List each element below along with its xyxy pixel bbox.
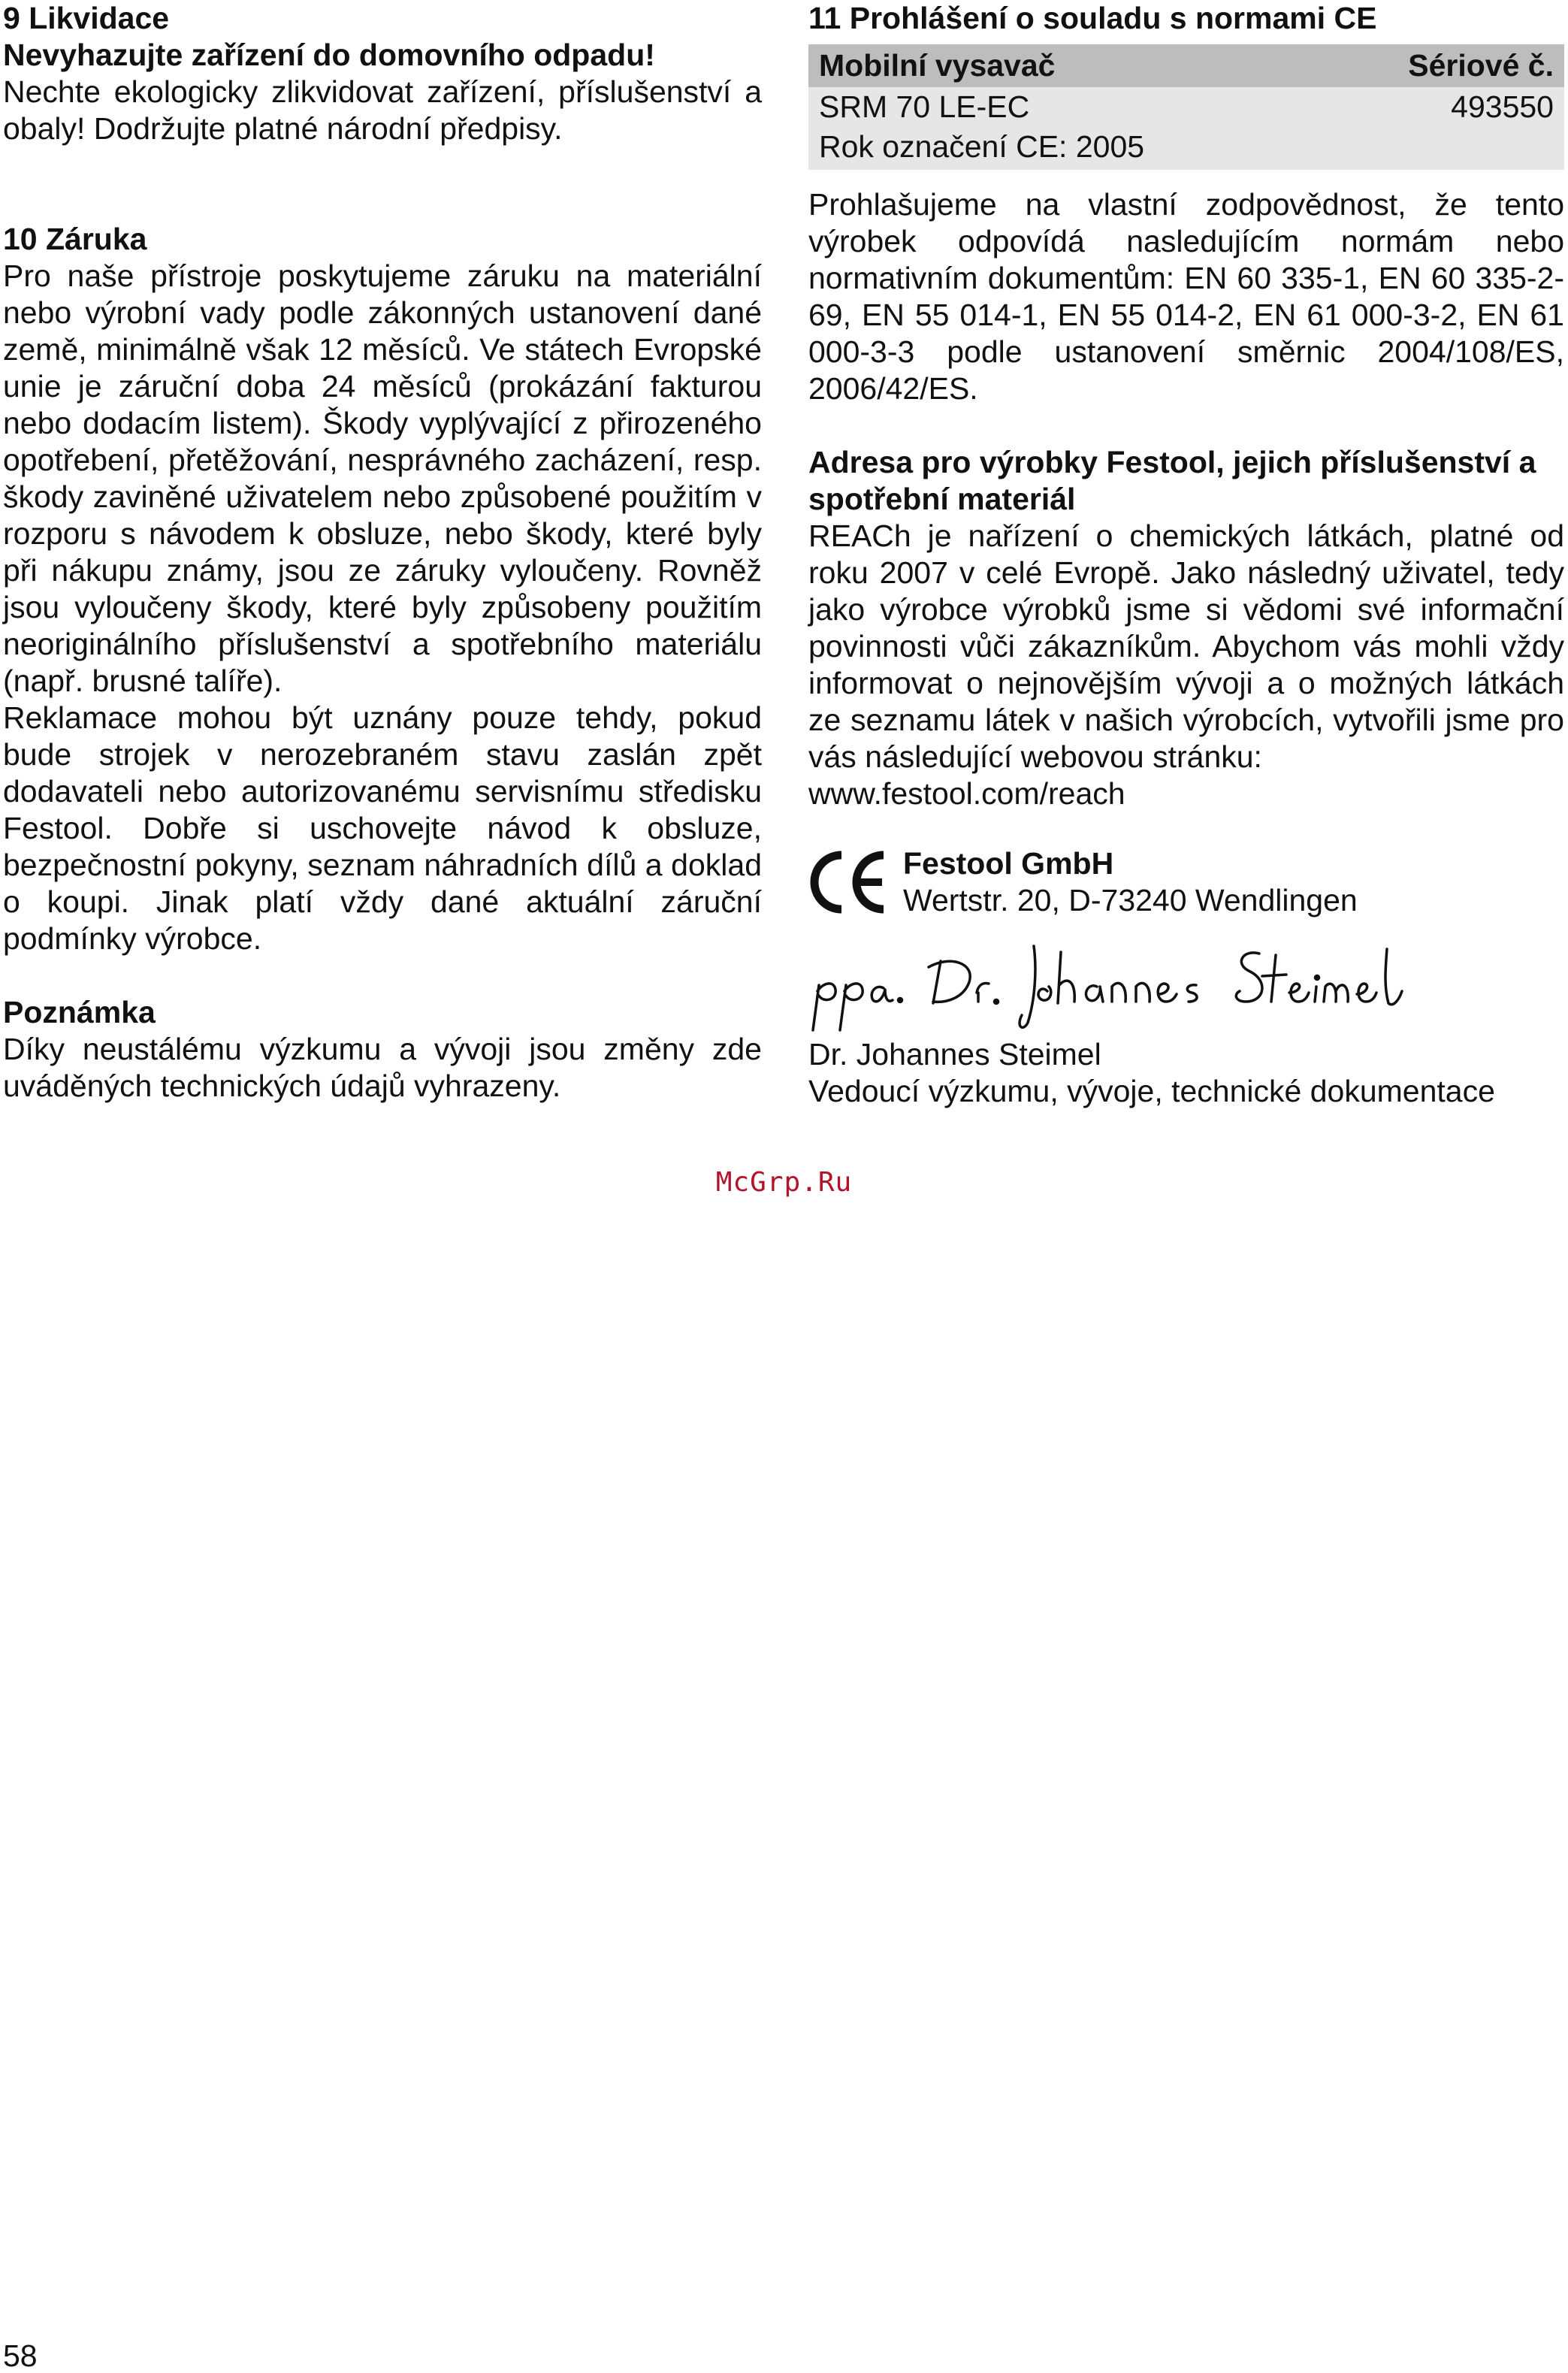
reach-text: REACh je nařízení o chemických látkách, platné od roku 2007 v celé Evropě. Jako následný uživatel, tedy jako výrobce výrobků jsme si vědomi své informační povinnosti vůči zákazníkům. Abychom vás mohli vždy informovat o nejnovějším vývoji a o možných látkách ze seznamu látek v našich výrobcích, vytvořili jsme pro vás následující webovou stránku:: [808, 518, 1564, 774]
watermark: McGrp.Ru: [715, 1167, 853, 1198]
ce-mark-icon: [808, 849, 887, 915]
warranty-paragraph-1: Pro naše přístroje poskytujeme záruku na materiální nebo výrobní vady podle zákonných ustanovení dané země, minimálně však 12 měsíců. Ve státech Evropské unie je záruční doba 24 měsíců (prokázání fakturou nebo dodacím listem). Škody vyplývající z přirozeného opotřebení, přetěžování, nesprávného zacházení, resp. škody zaviněné uživatelem nebo způsobené použitím v rozporu s návodem k obsluze, nebo škody, které byly při nákupu známy, jsou ze záruky vyloučeny. Rovněž jsou vyloučeny škody, které byly způsobeny použitím neoriginálního příslušenství a spotřebního materiálu (např. brusné talíře).: [3, 258, 762, 698]
right-column: [808, 0, 1564, 1110]
company-address: Wertstr. 20, D-73240 Wendlingen: [903, 883, 1358, 917]
left-column: [3, 0, 762, 1105]
page-number: 58: [3, 2338, 38, 2373]
serial-number: 493550: [1451, 89, 1554, 124]
product-name: SRM 70 LE-EC: [819, 89, 1030, 124]
declaration-text: Prohlašujeme na vlastní zodpovědnost, že tento výrobek odpovídá nasledujícím normám nebo normativním dokumentům: EN 60 335-1, EN 60 335-2-69, EN 55 014-1, EN 55 014-2, EN 61 000-3-2, EN 61 000-3-3 podle ustanovení směrnic 2004/108/ES, 2006/42/ES.: [808, 187, 1564, 406]
table-row: [808, 127, 1564, 170]
table-row: [808, 87, 1564, 127]
reach-url: www.festool.com/reach: [808, 776, 1125, 811]
note-heading: Poznámka: [3, 995, 156, 1029]
company-block: [808, 845, 1564, 919]
product-column-header: Mobilní vysavač: [819, 48, 1056, 83]
disposal-text: Nechte ekologicky zlikvidovat zařízení, příslušenství a obaly! Dodržujte platné národní předpisy.: [3, 74, 762, 146]
warranty-paragraph-2: Reklamace mohou být uznány pouze tehdy, pokud bude strojek v nerozebraném stavu zaslán zpět dodavateli nebo autorizovanému servisnímu středisku Festool. Dobře si uschovejte návod k obsluze, bezpečnostní pokyny, seznam náhradních dílů a doklad o koupi. Jinak platí vždy dané aktuální záruční podmínky výrobce.: [3, 700, 762, 956]
handwritten-signature-icon: [808, 939, 1409, 1036]
signatory-name: Dr. Johannes Steimel: [808, 1037, 1101, 1072]
conformity-table: [808, 44, 1564, 170]
serial-column-header: Sériové č.: [1408, 48, 1554, 83]
conformity-table-header: [808, 44, 1564, 87]
section-9-heading: 9 Likvidace: [3, 1, 170, 35]
section-11-heading: 11 Prohlášení o souladu s normami CE: [808, 1, 1377, 35]
ce-year: Rok označení CE: 2005: [819, 129, 1145, 164]
signatory-title: Vedoucí výzkumu, vývoje, technické dokumentace: [808, 1074, 1495, 1108]
section-10-heading: 10 Záruka: [3, 222, 147, 256]
reach-heading: Adresa pro výrobky Festool, jejich příslušenství a spotřební materiál: [808, 445, 1536, 516]
disposal-warning: Nevyhazujte zařízení do domovního odpadu!: [3, 38, 655, 72]
company-name: Festool GmbH: [903, 846, 1114, 881]
note-text: Díky neustálému výzkumu a vývoji jsou změny zde uváděných technických údajů vyhrazeny.: [3, 1032, 762, 1103]
